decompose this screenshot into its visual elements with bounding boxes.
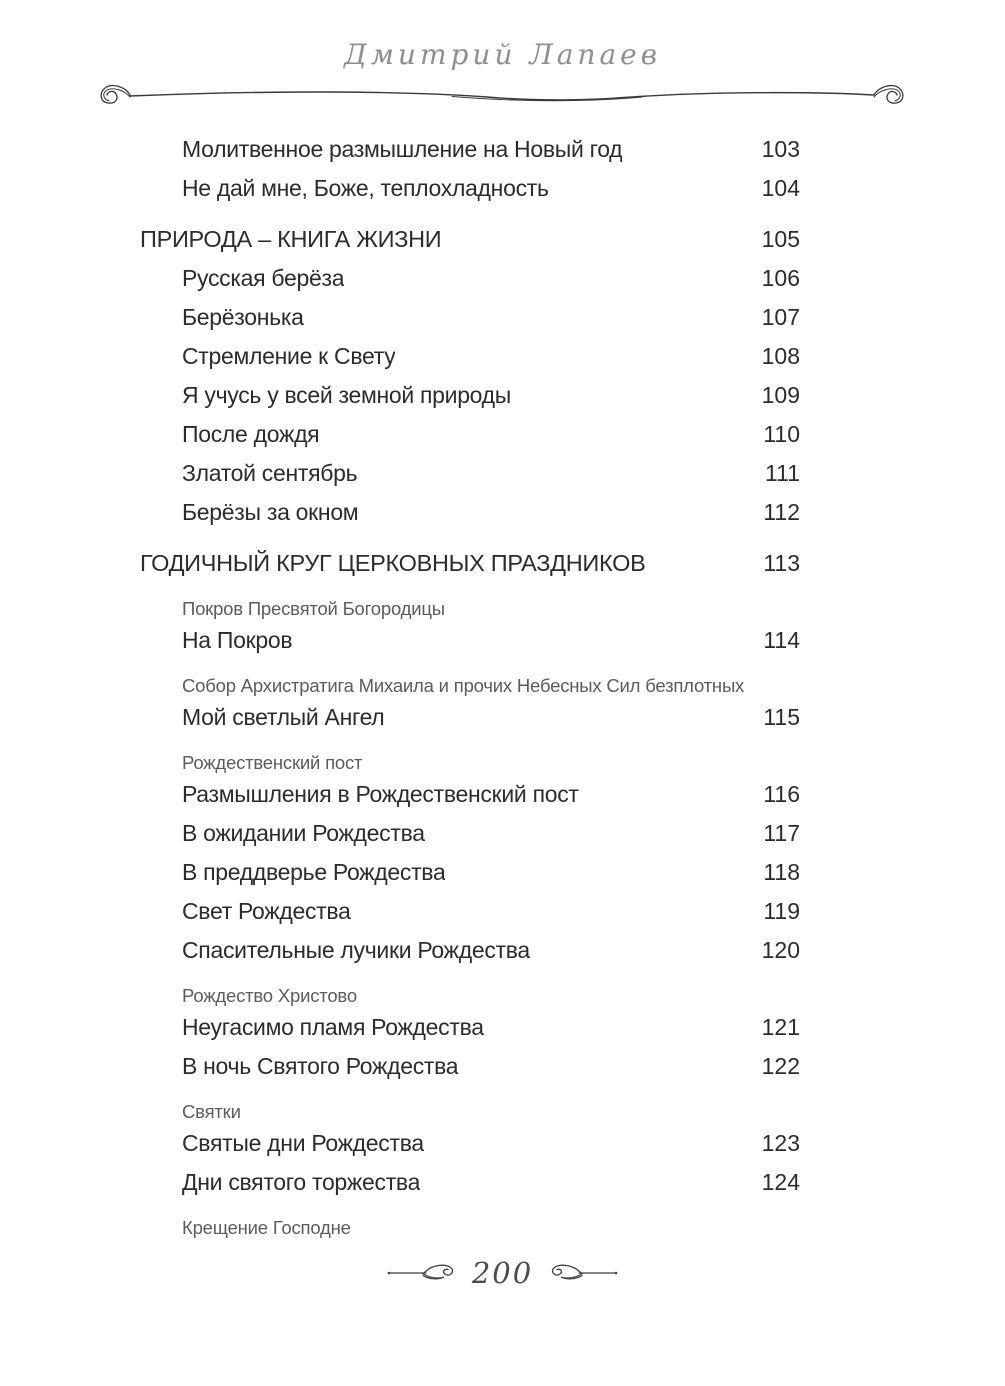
toc-entry xyxy=(140,698,800,737)
toc-page-number: 108 xyxy=(761,343,800,369)
toc-entry xyxy=(140,298,800,337)
toc-section-title: ГОДИЧНЫЙ КРУГ ЦЕРКОВНЫХ ПРАЗДНИКОВ xyxy=(140,550,646,576)
toc-subheading xyxy=(140,983,800,1008)
toc-subheading xyxy=(140,1099,800,1124)
toc-page-number: 118 xyxy=(763,859,800,885)
toc-entry-title: Русская берёза xyxy=(182,265,345,291)
toc-page-number: 113 xyxy=(763,550,800,576)
toc-subheading xyxy=(140,596,800,621)
toc-entry xyxy=(140,169,800,208)
toc-entry xyxy=(140,892,800,931)
toc-subheading-title: Покров Пресвятой Богородицы xyxy=(182,597,445,619)
toc-entry xyxy=(140,853,800,892)
toc-page-number: 115 xyxy=(763,704,800,730)
toc-subheading-title: Собор Архистратига Михаила и прочих Небесных Сил безплотных xyxy=(182,674,745,696)
toc-subheading-title: Рождество Христово xyxy=(182,984,357,1006)
toc-entry-title: Не дай мне, Боже, теплохладность xyxy=(182,175,549,201)
toc-entry xyxy=(140,376,800,415)
toc-section-heading xyxy=(140,544,800,583)
toc-section-heading xyxy=(140,220,800,259)
folio-page-number: 200 xyxy=(471,1256,534,1290)
toc-entry-title: Спасительные лучики Рождества xyxy=(182,937,530,963)
toc-subheading xyxy=(140,750,800,775)
toc-entry xyxy=(140,1047,800,1086)
footer-flourish-right-icon xyxy=(545,1259,619,1287)
toc-entry xyxy=(140,259,800,298)
toc-page-number: 110 xyxy=(763,421,800,447)
toc-page-number: 124 xyxy=(761,1169,800,1195)
toc-entry xyxy=(140,1163,800,1202)
toc-entry xyxy=(140,454,800,493)
toc-page-number: 116 xyxy=(763,781,800,807)
toc-subheading-title: Крещение Господне xyxy=(182,1216,351,1238)
toc-entry xyxy=(140,775,800,814)
toc-page-number: 103 xyxy=(761,136,800,162)
toc-entry-title: Дни святого торжества xyxy=(182,1169,421,1195)
table-of-contents xyxy=(140,130,800,1240)
author-running-head: Дмитрий Лапаев xyxy=(343,38,662,71)
toc-page-number: 117 xyxy=(763,820,800,846)
footer-flourish-left-icon xyxy=(386,1259,460,1287)
toc-page-number: 119 xyxy=(763,898,800,924)
toc-entry-title: Свет Рождества xyxy=(182,898,351,924)
toc-entry-title: Берёзы за окном xyxy=(182,499,359,525)
toc-page-number: 104 xyxy=(761,175,800,201)
toc-page-number: 109 xyxy=(761,382,800,408)
toc-entry-title: Мой светлый Ангел xyxy=(182,704,385,730)
toc-entry-title: Берёзонька xyxy=(182,304,304,330)
toc-entry xyxy=(140,1124,800,1163)
toc-entry-title: Неугасимо пламя Рождества xyxy=(182,1014,484,1040)
toc-subheading xyxy=(140,1215,800,1240)
toc-page-number: 123 xyxy=(761,1130,800,1156)
toc-entry-title: После дождя xyxy=(182,421,320,447)
toc-page-number: 107 xyxy=(761,304,800,330)
toc-subheading xyxy=(140,673,800,698)
toc-page-number: 120 xyxy=(761,937,800,963)
toc-entry xyxy=(140,814,800,853)
toc-subheading-title: Святки xyxy=(182,1100,241,1122)
toc-page-number: 121 xyxy=(761,1014,800,1040)
toc-subheading-title: Рождественский пост xyxy=(182,751,363,773)
toc-entry xyxy=(140,415,800,454)
toc-page-number: 112 xyxy=(763,499,800,525)
divider-ornament xyxy=(97,80,907,116)
toc-entry xyxy=(140,931,800,970)
toc-page-number: 111 xyxy=(765,460,800,486)
toc-entry-title: Молитвенное размышление на Новый год xyxy=(182,136,623,162)
toc-entry-title: Размышления в Рождественский пост xyxy=(182,781,579,807)
toc-entry-title: Стремление к Свету xyxy=(182,343,396,369)
toc-entry xyxy=(140,493,800,532)
toc-entry-title: Златой сентябрь xyxy=(182,460,358,486)
toc-entry xyxy=(140,621,800,660)
toc-entry-title: Я учусь у всей земной природы xyxy=(182,382,512,408)
toc-page-number: 114 xyxy=(763,627,800,653)
toc-entry-title: В ночь Святого Рождества xyxy=(182,1053,459,1079)
toc-entry xyxy=(140,337,800,376)
toc-entry-title: Святые дни Рождества xyxy=(182,1130,424,1156)
page-footer xyxy=(0,1256,1005,1290)
toc-section-title: ПРИРОДА – КНИГА ЖИЗНИ xyxy=(140,226,442,252)
toc-entry xyxy=(140,1008,800,1047)
toc-page-number: 122 xyxy=(761,1053,800,1079)
toc-page-number: 105 xyxy=(761,226,800,252)
toc-entry xyxy=(140,130,800,169)
toc-entry-title: На Покров xyxy=(182,627,293,653)
toc-page-number: 106 xyxy=(761,265,800,291)
toc-entry-title: В преддверье Рождества xyxy=(182,859,446,885)
toc-entry-title: В ожидании Рождества xyxy=(182,820,425,846)
